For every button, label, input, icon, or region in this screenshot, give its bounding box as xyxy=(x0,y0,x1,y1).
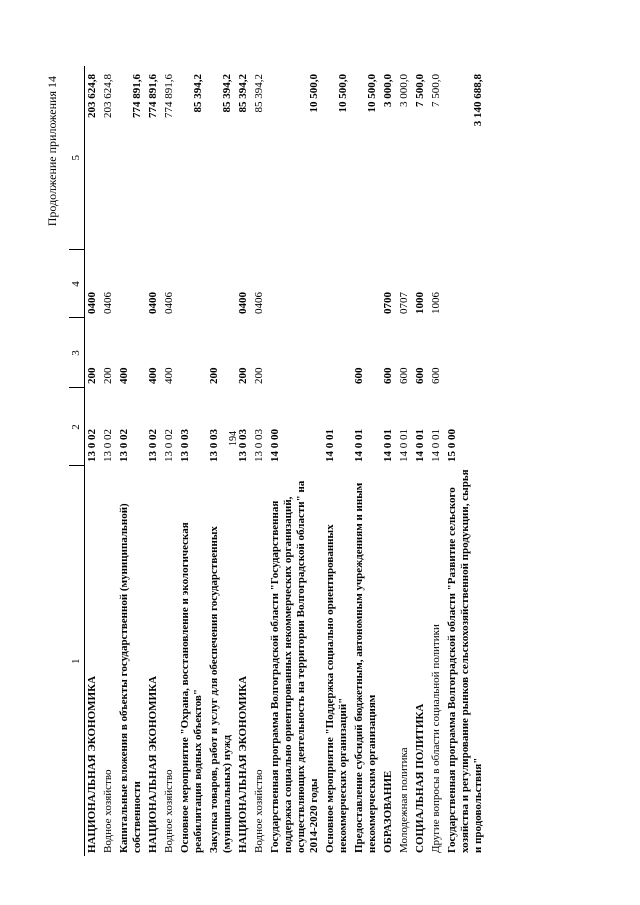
table-row xyxy=(101,66,117,856)
row-target-code: 13 0 02 xyxy=(102,429,114,462)
row-expense-type: 200 xyxy=(102,367,114,384)
row-section-code xyxy=(207,250,236,318)
row-expense-type: 200 xyxy=(85,318,102,388)
row-name: НАЦИОНАЛЬНАЯ ЭКОНОМИКА xyxy=(237,675,249,853)
table-row xyxy=(178,66,207,856)
row-target-code: 13 0 03 xyxy=(208,429,220,462)
row-section-code: 1006 xyxy=(430,292,442,314)
table-row xyxy=(117,66,146,856)
row-target-code: 14 0 00 xyxy=(269,429,281,462)
table-row xyxy=(162,66,178,856)
table-row xyxy=(207,66,236,856)
row-amount: 85 394,2 xyxy=(192,74,204,113)
row-section-code xyxy=(323,250,352,318)
row-expense-type xyxy=(178,318,207,388)
row-name: Капитальные вложения в объекты государственной (муниципальной) собственности xyxy=(118,503,143,853)
row-target-code: 13 0 02 xyxy=(118,429,130,462)
row-amount: 10 500,0 xyxy=(366,74,378,113)
header-col-3: 3 xyxy=(69,318,85,388)
row-expense-type: 400 xyxy=(118,367,130,384)
row-name: Предоставление субсидий бюджетным, автономным учреждениям и иным некоммерческим организациям xyxy=(353,482,378,853)
row-target-code: 14 0 01 xyxy=(382,429,394,462)
row-section-code: 0406 xyxy=(102,292,114,314)
row-amount: 3 000,0 xyxy=(398,74,410,107)
row-section-code: 0406 xyxy=(253,292,265,314)
row-section-code: 0400 xyxy=(147,292,159,314)
row-name: Водное хозяйство xyxy=(102,769,114,853)
row-target-code: 13 0 02 xyxy=(147,429,159,462)
row-section-code: 0400 xyxy=(237,292,249,314)
row-section-code: 0406 xyxy=(163,292,175,314)
row-expense-type: 600 xyxy=(430,367,442,384)
row-amount: 774 891,6 xyxy=(131,74,143,118)
row-expense-type: 400 xyxy=(163,367,175,384)
row-name: Другие вопросы в области социальной политики xyxy=(430,624,442,853)
row-name: Закупка товаров, работ и услуг для обеспечения государственных (муниципальных) нужд xyxy=(208,526,233,853)
row-amount: 85 394,2 xyxy=(253,74,265,113)
row-section-code xyxy=(178,250,207,318)
row-name: НАЦИОНАЛЬНАЯ ЭКОНОМИКА xyxy=(147,675,159,853)
table-row xyxy=(85,66,102,856)
row-expense-type: 200 xyxy=(253,367,265,384)
row-expense-type: 200 xyxy=(208,367,220,384)
row-expense-type: 600 xyxy=(414,367,426,384)
row-expense-type: 200 xyxy=(237,367,249,384)
row-section-code: 0700 xyxy=(382,292,394,314)
table-row xyxy=(445,66,487,856)
row-amount: 7 500,0 xyxy=(414,74,426,107)
row-amount: 3 140 688,8 xyxy=(472,74,484,127)
table-row xyxy=(352,66,381,856)
rotated-page xyxy=(45,66,585,856)
row-name: НАЦИОНАЛЬНАЯ ЭКОНОМИКА xyxy=(85,466,102,856)
row-name: Основное мероприятие "Охрана, восстановление и экологическая реабилитация водных объектов" xyxy=(179,522,204,853)
row-target-code: 13 0 02 xyxy=(163,429,175,462)
row-expense-type: 400 xyxy=(147,367,159,384)
row-amount: 3 000,0 xyxy=(382,74,394,107)
row-name: Молодежная политика xyxy=(398,747,410,853)
row-target-code: 13 0 02 xyxy=(85,388,102,466)
header-col-2: 2 xyxy=(69,388,85,466)
row-amount: 203 624,8 xyxy=(102,74,114,118)
row-expense-type: 600 xyxy=(382,367,394,384)
table-row xyxy=(252,66,268,856)
row-expense-type: 600 xyxy=(353,367,365,384)
row-amount: 774 891,6 xyxy=(147,74,159,118)
table-row xyxy=(381,66,397,856)
row-target-code: 14 0 01 xyxy=(398,429,410,462)
row-name: Государственная программа Волгоградской области "Государственная поддержка социально ориентированных некоммерческих организаций, осуществляющих деятельность на территории Волгоградской области" на 2014-2020 годы xyxy=(269,480,320,853)
row-amount: 7 500,0 xyxy=(430,74,442,107)
budget-table xyxy=(69,66,487,856)
table-row xyxy=(236,66,252,856)
table-row xyxy=(397,66,413,856)
row-section-code xyxy=(352,250,381,318)
row-target-code: 13 0 03 xyxy=(253,429,265,462)
row-target-code: 14 0 01 xyxy=(324,429,336,462)
row-name: ОБРАЗОВАНИЕ xyxy=(382,770,394,853)
row-amount: 85 394,2 xyxy=(237,74,249,113)
table-row xyxy=(146,66,162,856)
page-number: 194 xyxy=(228,431,239,446)
header-col-1: 1 xyxy=(69,466,85,856)
header-col-4: 4 xyxy=(69,250,85,318)
table-row xyxy=(413,66,429,856)
row-amount: 10 500,0 xyxy=(308,74,320,113)
row-amount: 85 394,2 xyxy=(221,74,233,113)
row-target-code: 14 0 01 xyxy=(430,429,442,462)
row-section-code xyxy=(117,250,146,318)
row-name: Водное хозяйство xyxy=(163,769,175,853)
header-row xyxy=(69,66,85,856)
row-name: Государственная программа Волгоградской области "Развитие сельского хозяйства и регулирование рынков сельскохозяйственной продукции, сырья и продовольствия" xyxy=(446,469,484,853)
table-body xyxy=(85,66,488,856)
row-section-code xyxy=(268,250,323,318)
row-amount: 774 891,6 xyxy=(163,74,175,118)
row-target-code: 13 0 03 xyxy=(179,429,191,462)
header-col-5: 5 xyxy=(69,66,85,250)
row-expense-type xyxy=(323,318,352,388)
row-target-code: 15 0 00 xyxy=(446,429,458,462)
row-name: СОЦИАЛЬНАЯ ПОЛИТИКА xyxy=(414,703,426,853)
row-name: Водное хозяйство xyxy=(253,769,265,853)
row-section-code: 0400 xyxy=(85,250,102,318)
row-section-code: 0707 xyxy=(398,292,410,314)
table-row xyxy=(268,66,323,856)
row-expense-type xyxy=(268,318,323,388)
row-expense-type: 600 xyxy=(398,367,410,384)
row-name: Основное мероприятие "Поддержка социально ориентированных некоммерческих организаций" xyxy=(324,524,349,853)
row-target-code: 14 0 01 xyxy=(414,429,426,462)
page-caption: Продолжение приложения 14 xyxy=(45,76,59,227)
row-amount: 203 624,8 xyxy=(85,66,102,250)
row-expense-type xyxy=(445,318,487,388)
table-row xyxy=(429,66,445,856)
row-section-code: 1000 xyxy=(414,292,426,314)
row-target-code: 13 0 03 xyxy=(237,429,249,462)
table-row xyxy=(323,66,352,856)
row-section-code xyxy=(445,250,487,318)
row-target-code: 14 0 01 xyxy=(353,429,365,462)
row-amount: 10 500,0 xyxy=(337,74,349,113)
